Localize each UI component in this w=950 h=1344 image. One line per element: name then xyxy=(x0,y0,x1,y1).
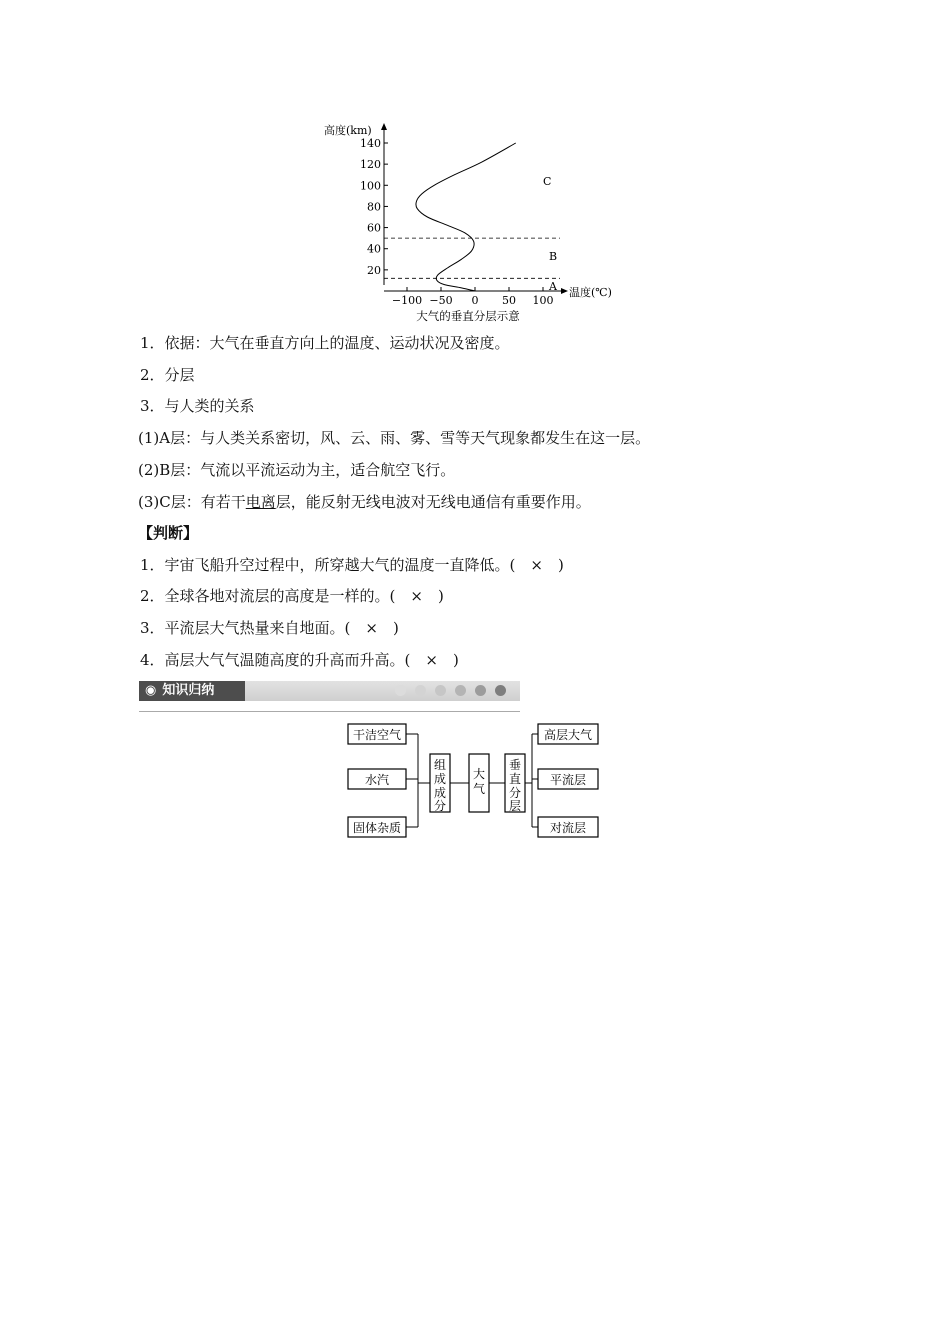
label-layering-char: 直 xyxy=(508,772,522,786)
y-tick-label: 20 xyxy=(367,263,381,277)
label-atmosphere-char: 气 xyxy=(472,782,486,796)
x-tick-label: −100 xyxy=(391,294,423,307)
layer-c-text-a: (3)C层：有若干 xyxy=(138,493,246,511)
target-icon: ◉ xyxy=(145,683,157,698)
label-layering-char: 层 xyxy=(508,799,522,813)
basis-line: 1．依据：大气在垂直方向上的温度、运动状况及密度。 xyxy=(140,334,510,352)
layer-b-line: (2)B层：气流以平流运动为主，适合航空飞行。 xyxy=(138,461,456,479)
ionosphere-underlined: 电离 xyxy=(245,493,276,511)
judge-item: 1．宇宙飞船升空过程中，所穿越大气的温度一直降低。( × ) xyxy=(140,556,564,574)
y-tick-label: 40 xyxy=(367,242,381,256)
label-troposphere: 对流层 xyxy=(549,821,587,835)
label-composition-char: 分 xyxy=(433,799,447,813)
judge-item: 4．高层大气气温随高度的升高而升高。( × ) xyxy=(140,651,459,669)
label-composition-char: 组 xyxy=(433,758,447,772)
x-axis-arrow xyxy=(561,288,568,294)
label-water-vapor: 水汽 xyxy=(364,773,390,787)
deco-dot-icon xyxy=(475,685,486,696)
judge-title: 【判断】 xyxy=(138,524,199,542)
banner-title: 知识归纳 xyxy=(162,683,215,698)
label-composition-char: 成 xyxy=(433,786,447,800)
temperature-profile-line xyxy=(416,143,516,291)
banner-label xyxy=(139,681,245,701)
y-axis-label: 高度(km) xyxy=(324,124,372,137)
chart-caption: 大气的垂直分层示意 xyxy=(416,309,520,323)
layer-c-line xyxy=(138,492,591,512)
relation-heading: 3．与人类的关系 xyxy=(140,397,255,415)
label-atmosphere-char: 大 xyxy=(472,767,486,781)
layer-label-c: C xyxy=(543,175,552,188)
y-tick-label: 100 xyxy=(360,179,381,193)
label-layering-char: 垂 xyxy=(508,758,522,772)
x-tick-label: 0 xyxy=(471,294,479,307)
label-stratosphere: 平流层 xyxy=(549,773,587,787)
label-composition-char: 成 xyxy=(433,772,447,786)
judge-item: 3．平流层大气热量来自地面。( × ) xyxy=(140,619,399,637)
label-dry-air: 干洁空气 xyxy=(352,728,402,742)
banner-underline xyxy=(139,701,520,712)
judge-item: 2．全球各地对流层的高度是一样的。( × ) xyxy=(140,587,444,605)
y-tick-label: 140 xyxy=(360,137,381,150)
label-solid-impurities: 固体杂质 xyxy=(352,821,402,835)
deco-dot-icon xyxy=(455,685,466,696)
knowledge-summary-banner xyxy=(139,681,520,701)
deco-dot-icon xyxy=(495,685,506,696)
layer-c-text-b: 层，能反射无线电波对无线电通信有重要作用。 xyxy=(275,493,591,511)
atmosphere-layer-chart xyxy=(300,115,630,327)
label-upper-atmosphere: 高层大气 xyxy=(543,728,593,742)
y-tick-label: 80 xyxy=(367,200,381,214)
layering-line: 2．分层 xyxy=(140,366,195,384)
deco-dot-icon xyxy=(395,685,406,696)
atmosphere-concept-diagram xyxy=(340,718,610,844)
y-tick-label: 60 xyxy=(367,221,381,235)
x-tick-label: −50 xyxy=(429,294,453,307)
layer-a-line: (1)A层：与人类关系密切，风、云、雨、雾、雪等天气现象都发生在这一层。 xyxy=(138,429,651,447)
y-tick-label: 120 xyxy=(360,158,381,172)
label-layering-char: 分 xyxy=(508,786,522,800)
deco-dot-icon xyxy=(435,685,446,696)
layer-label-a: A xyxy=(549,280,557,293)
x-tick-label: 100 xyxy=(532,294,554,307)
x-tick-label: 50 xyxy=(502,294,516,307)
layer-label-b: B xyxy=(549,250,558,263)
x-axis-label: 温度(℃) xyxy=(569,286,612,299)
y-axis-arrow xyxy=(381,123,387,130)
deco-dot-icon xyxy=(415,685,426,696)
